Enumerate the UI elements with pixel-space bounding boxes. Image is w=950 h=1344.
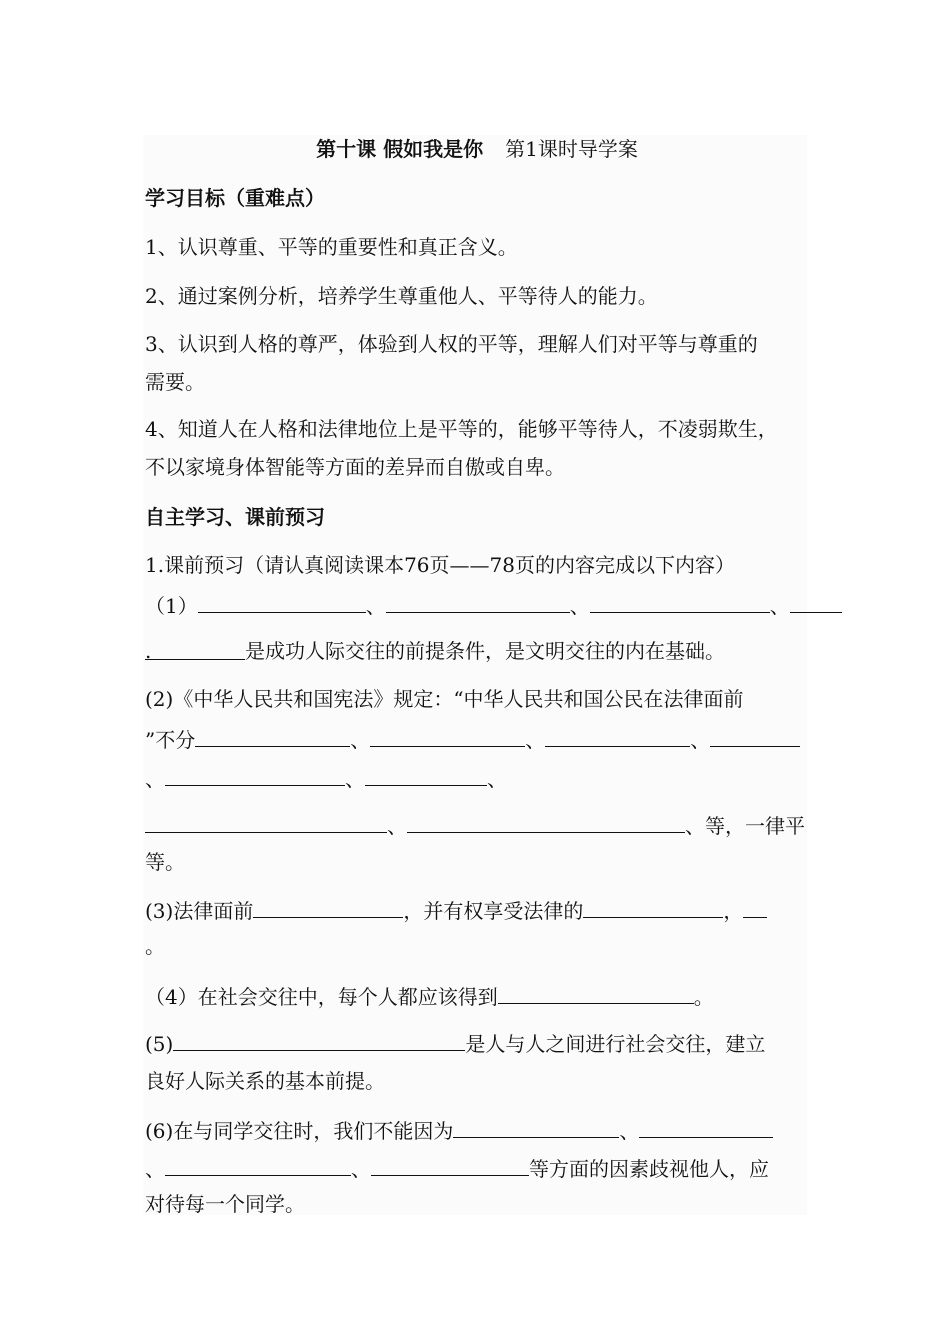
objective-item: 2、通过案例分析，培养学生尊重他人、平等待人的能力。 — [145, 284, 658, 308]
answer-blank[interactable] — [639, 1115, 773, 1138]
answer-blank[interactable] — [173, 1028, 465, 1051]
question-2-line2: ”不分 、 、 、 — [145, 724, 809, 754]
preview-intro: 1.课前预习（请认真阅读课本76页——78页的内容完成以下内容） — [145, 553, 735, 577]
answer-blank[interactable] — [453, 1115, 619, 1138]
answer-blank[interactable] — [145, 810, 387, 833]
answer-blank[interactable] — [165, 1153, 351, 1176]
question-5-line1: (5) 是人与人之间进行社会交往，建立 — [145, 1028, 809, 1058]
answer-blank[interactable] — [198, 590, 366, 613]
answer-blank[interactable] — [370, 724, 525, 747]
objectives-heading: 学习目标（重难点） — [145, 186, 325, 210]
objective-item: 不以家境身体智能等方面的差异而自傲或自卑。 — [145, 455, 565, 479]
lesson-subtitle: 第1课时导学案 — [505, 137, 638, 161]
question-5-line2: 良好人际关系的基本前提。 — [145, 1069, 385, 1093]
answer-blank[interactable] — [743, 895, 767, 918]
question-2-line3: 、 、 、 — [145, 763, 809, 793]
objective-item: 1、认识尊重、平等的重要性和真正含义。 — [145, 235, 518, 259]
question-6-line1: (6)在与同学交往时，我们不能因为 、 — [145, 1115, 809, 1145]
answer-blank[interactable] — [371, 1153, 529, 1176]
question-2-line4: 、 、等，一律平 — [145, 810, 809, 840]
answer-blank[interactable] — [165, 763, 345, 786]
answer-blank[interactable]: . — [145, 637, 245, 660]
question-6-line2: 、 、 等方面的因素歧视他人，应 — [145, 1153, 809, 1183]
question-1-line2: . 是成功人际交往的前提条件，是文明交往的内在基础。 — [145, 639, 725, 663]
answer-blank[interactable] — [790, 590, 842, 613]
question-2-line1: (2)《中华人民共和国宪法》规定：“中华人民共和国公民在法律面前 — [145, 687, 744, 711]
answer-blank[interactable] — [545, 724, 690, 747]
question-3-line1: (3)法律面前 ，并有权享受法律的 ， — [145, 895, 809, 925]
answer-blank[interactable] — [253, 895, 403, 918]
question-3-line2: 。 — [145, 934, 165, 958]
objective-item: 需要。 — [145, 370, 205, 394]
question-2-line5: 等。 — [145, 850, 185, 874]
question-6-line3: 对待每一个同学。 — [145, 1192, 305, 1216]
answer-blank[interactable] — [710, 724, 800, 747]
answer-blank[interactable] — [386, 590, 570, 613]
self-study-heading: 自主学习、课前预习 — [145, 505, 325, 529]
objective-item: 4、知道人在人格和法律地位上是平等的，能够平等待人，不凌弱欺生， — [145, 417, 778, 441]
answer-blank[interactable] — [590, 590, 770, 613]
question-1-line1: （1） 、 、 、 — [145, 590, 809, 620]
answer-blank[interactable] — [583, 895, 723, 918]
objective-item: 3、认识到人格的尊严，体验到人权的平等，理解人们对平等与尊重的 — [145, 332, 758, 356]
answer-blank[interactable] — [407, 810, 685, 833]
lesson-title: 第十课 假如我是你 — [316, 137, 484, 161]
answer-blank[interactable] — [498, 981, 694, 1004]
question-4: （4）在社会交往中，每个人都应该得到 。 — [145, 981, 809, 1011]
answer-blank[interactable] — [365, 763, 487, 786]
page-title — [145, 135, 809, 163]
answer-blank[interactable] — [195, 724, 350, 747]
